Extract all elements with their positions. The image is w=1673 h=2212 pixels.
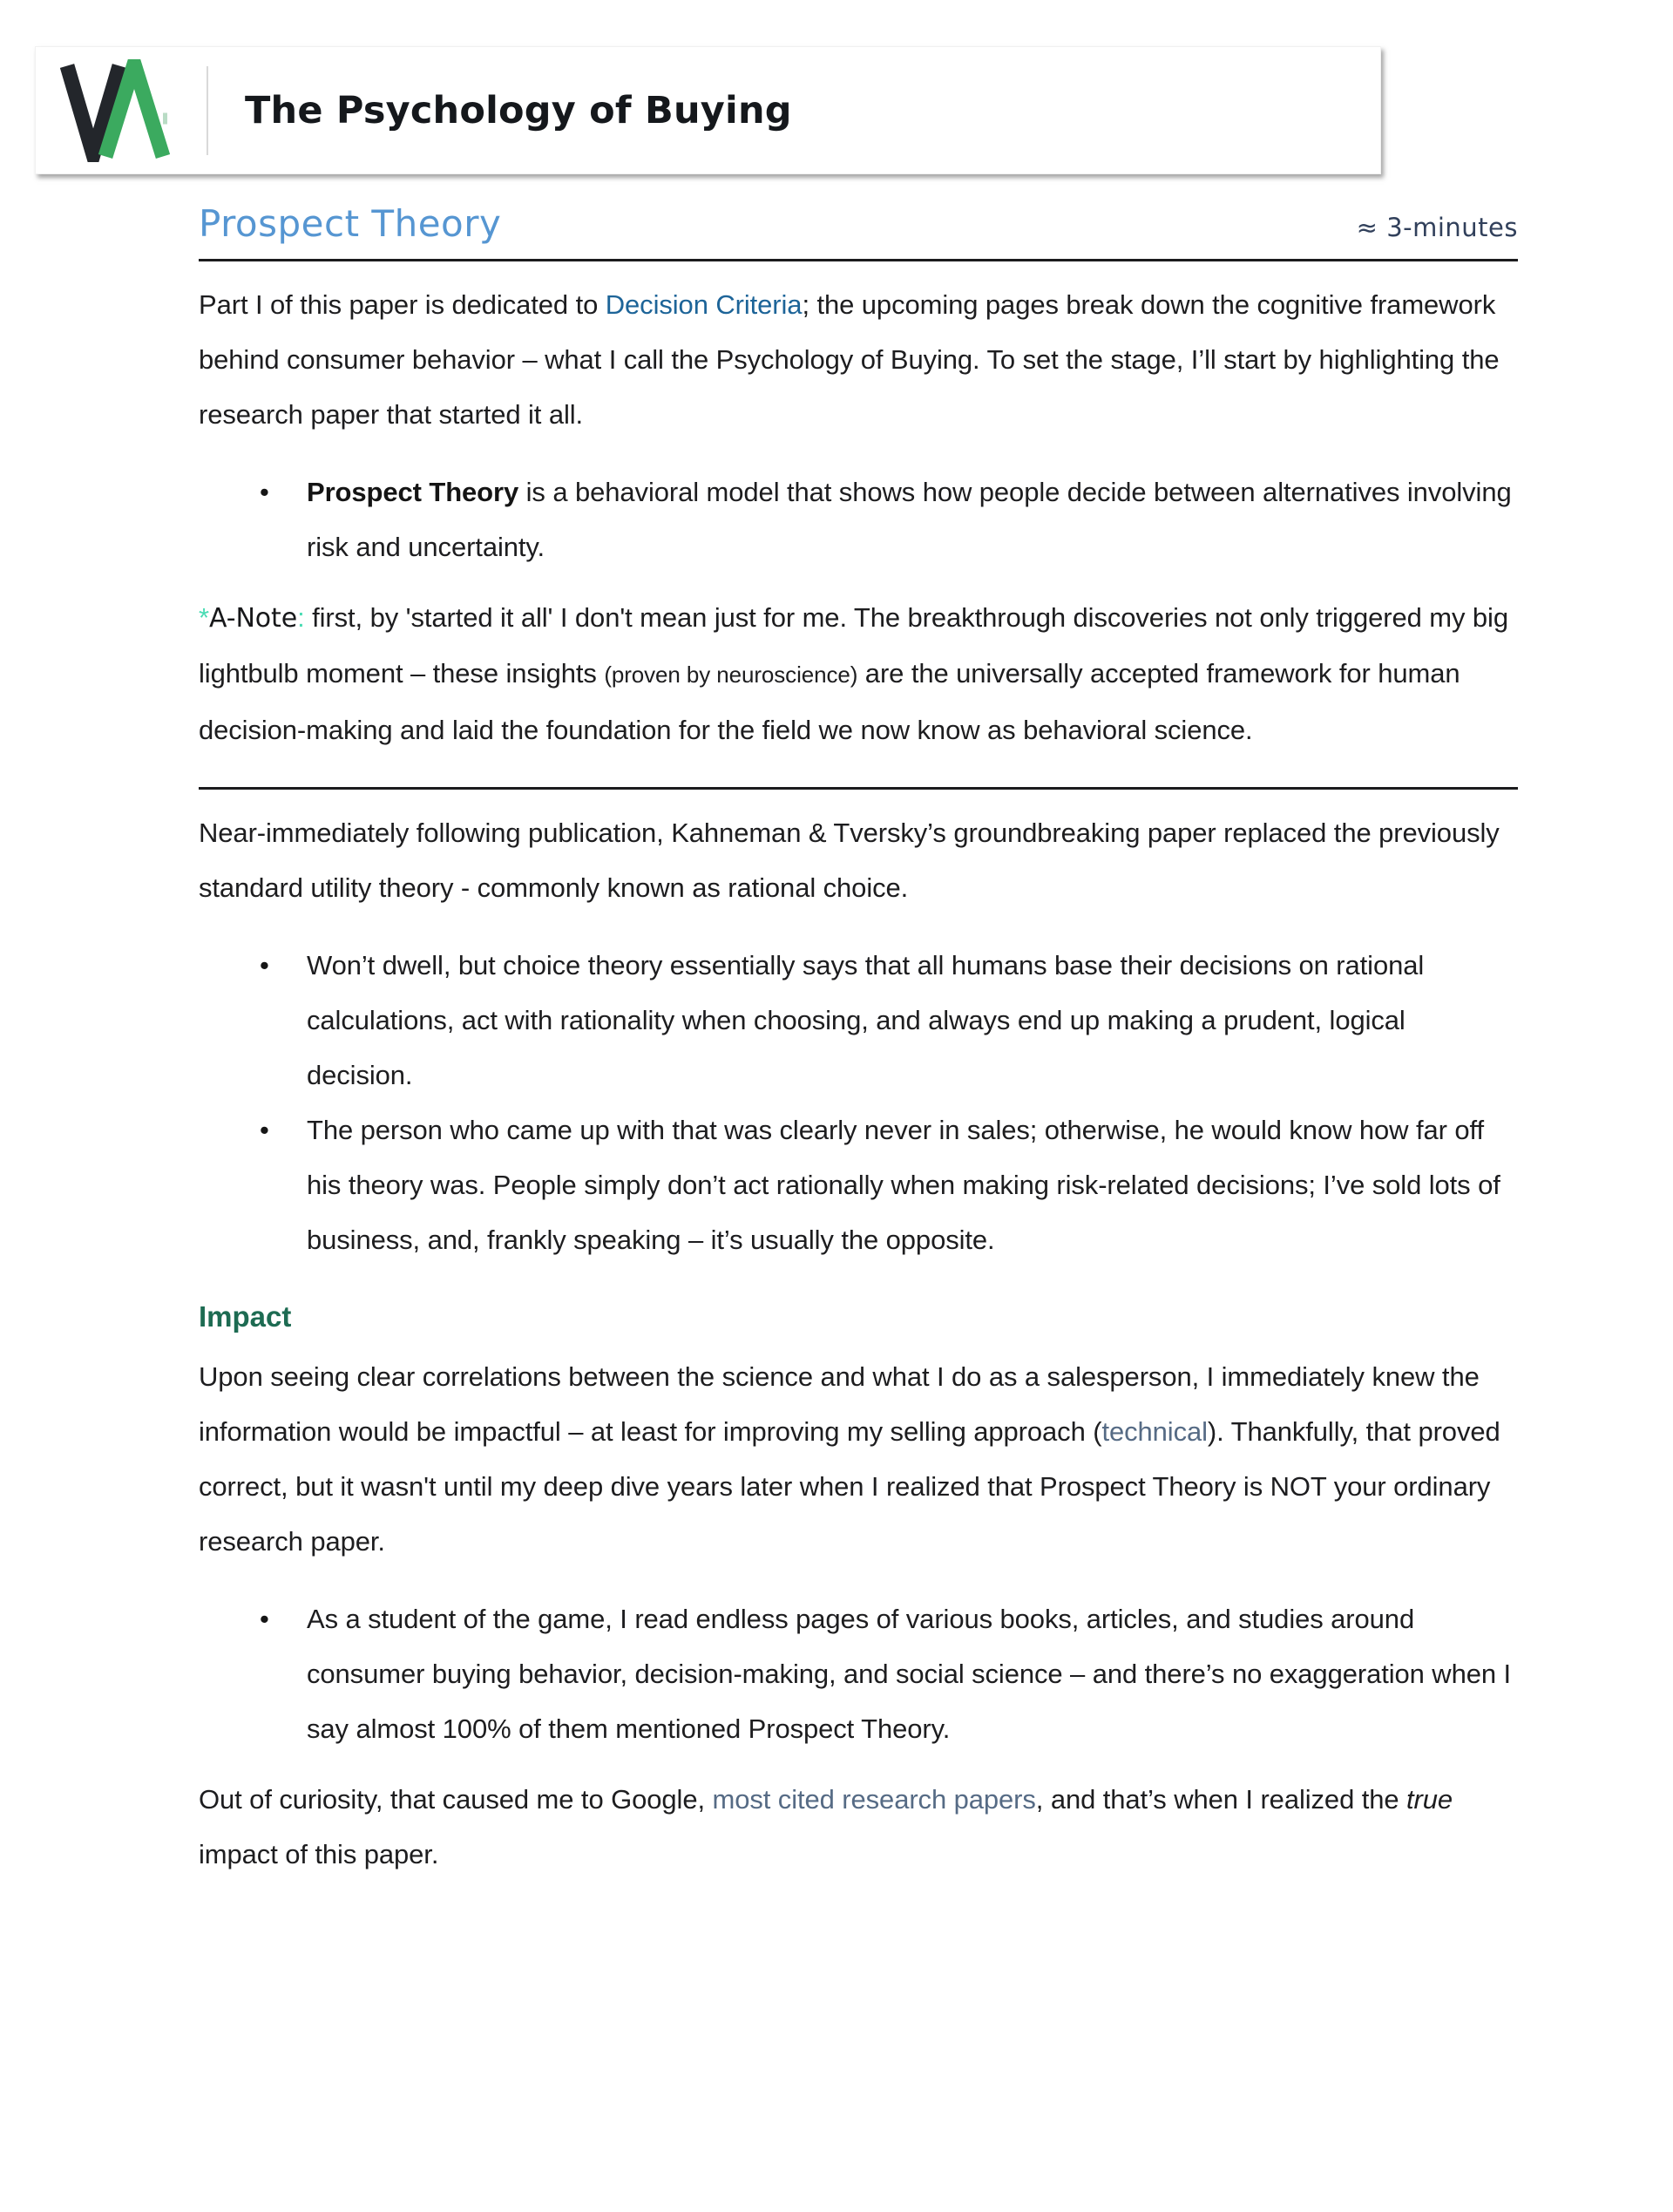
text-run: ). Thankfully, that proved correct, but it wasn't until my deep dive years later when I realized that Prospect Theory is NOT your ordinary research paper. [199,1416,1500,1557]
text-run: * [199,602,209,633]
list-item [307,465,1518,574]
author-note [199,590,1518,757]
list-item [307,938,1518,1103]
paragraph-curiosity [199,1772,1518,1882]
definition-list [199,465,1518,574]
paragraph-impact [199,1349,1518,1569]
text-run: (proven by neuroscience) [604,662,858,688]
student-list [199,1591,1518,1756]
read-time-estimate: ≈ 3-minutes [1356,213,1518,242]
paragraph-publication [199,805,1518,915]
technical-link[interactable]: technical [1101,1416,1208,1447]
impact-heading: Impact [199,1300,292,1333]
text-run: As a student of the game, I read endless pages of various books, articles, and studies around consumer buying behavior, decision-making, and social science – and there’s no exaggeration when I say almost 100% of them mentioned Prospect Theory. [307,1604,1512,1744]
va-brand-logo-icon [60,59,191,162]
text-run: Won’t dwell, but choice theory essentially says that all humans base their decisions on rational calculations, act with rationality when choosing, and always end up making a prudent, logical decision. [307,950,1425,1090]
text-run: The person who came up with that was clearly never in sales; otherwise, he would know how far off his theory was. People simply don’t act rationally when making risk-related decisions; I’ve sold lots of business, and, frankly speaking – it’s usually the opposite. [307,1115,1500,1255]
document-body [0,202,1673,1882]
text-run: Prospect Theory [307,477,519,507]
text-run: first, by 'started it all' I don't mean just for me. The breakthrough discoveries not only triggered my big lightbulb moment – these insights [199,602,1508,689]
text-run: Out of curiosity, that caused me to Google, [199,1784,713,1815]
text-run: Part I of this paper is dedicated to [199,289,606,320]
mid-rule [199,787,1518,790]
paragraph-intro [199,277,1518,442]
text-run: ; the upcoming pages break down the cognitive framework behind consumer behavior – what I call the Psychology of Buying. To set the stage, I’ll start by highlighting the research paper that started it all. [199,289,1500,430]
text-run: impact of this paper. [199,1839,439,1869]
page-title: The Psychology of Buying [245,88,792,132]
header-card [35,46,1381,174]
text-run: : [297,602,305,633]
text-run: Near-immediately following publication, Kahneman & Tversky’s groundbreaking paper replaced the previously standard utility theory - commonly known as rational choice. [199,818,1500,903]
text-run: Upon seeing clear correlations between the science and what I do as a salesperson, I immediately knew the information would be impactful – at least for improving my selling approach ( [199,1361,1480,1447]
list-item [307,1591,1518,1756]
decision-criteria-link[interactable]: Decision Criteria [605,289,803,320]
choice-theory-list [199,938,1518,1267]
text-run: is a behavioral model that shows how people decide between alternatives involving risk and uncertainty. [307,477,1512,562]
section-title: Prospect Theory [199,202,502,245]
text-run: are the universally accepted framework for human decision-making and laid the foundation for the field we now know as behavioral science. [199,658,1460,745]
text-run: , and that’s when I realized the [1035,1784,1407,1815]
section-head-row [199,202,1518,245]
text-run: true [1406,1784,1453,1815]
text-run: A-Note [208,603,298,634]
header-divider [207,66,208,155]
section-rule [199,259,1518,261]
list-item [307,1103,1518,1267]
most-cited-research-papers-link[interactable]: most cited research papers [712,1784,1036,1815]
